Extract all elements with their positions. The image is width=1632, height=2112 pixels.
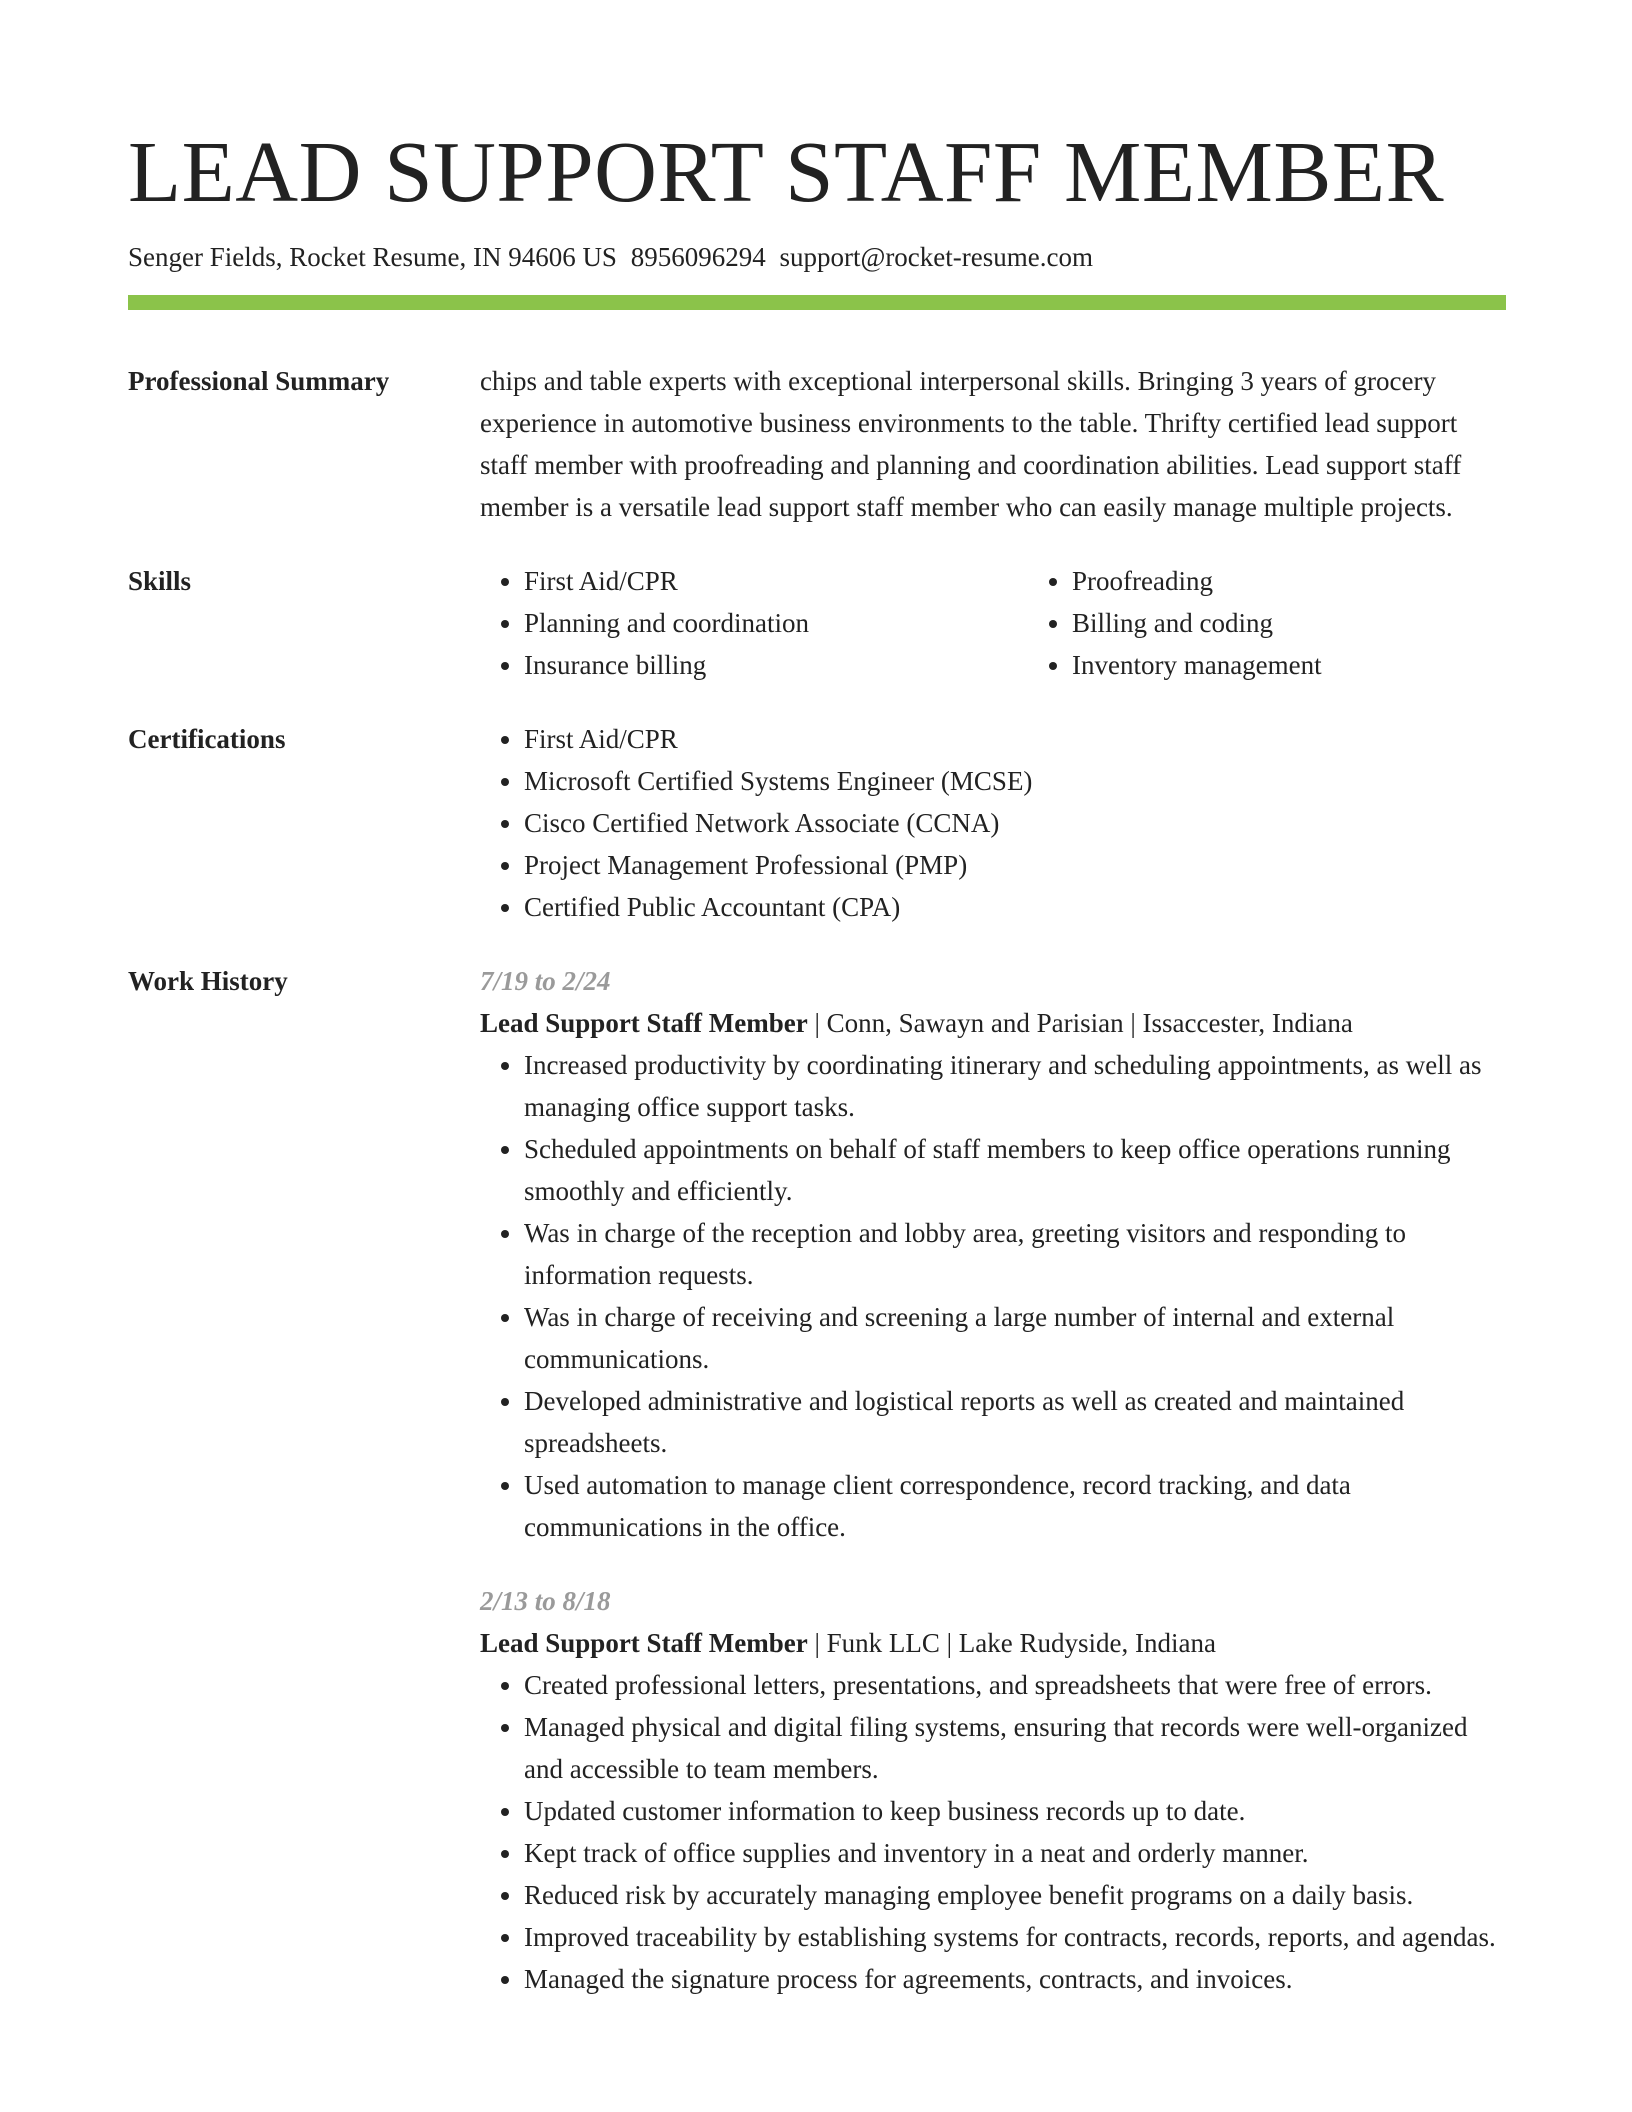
section-label-skills: Skills (128, 566, 192, 596)
job-title-line (480, 1622, 1506, 1664)
section-label-certifications: Certifications (128, 724, 286, 754)
job-employer-location: | Conn, Sawayn and Parisian | Issaccester, Indiana (807, 1008, 1353, 1038)
summary-body (480, 360, 1506, 528)
certification-item: • Project Management Professional (PMP) (524, 844, 1506, 886)
job-duty-item: • Updated customer information to keep business records up to date. (524, 1790, 1506, 1832)
job-dates: 7/19 to 2/24 (480, 966, 611, 996)
job-employer-location: | Funk LLC | Lake Rudyside, Indiana (807, 1628, 1216, 1658)
skills-list-right (1028, 560, 1576, 686)
job-duty-item: • Managed physical and digital filing systems, ensuring that records were well-organized and accessible to team members. (524, 1706, 1506, 1790)
job-duty-item: • Managed the signature process for agreements, contracts, and invoices. (524, 1958, 1506, 2000)
job-duty-item: • Scheduled appointments on behalf of staff members to keep office operations running smoothly and efficiently. (524, 1128, 1506, 1212)
section-certifications (128, 718, 1506, 928)
contact-line (128, 239, 1506, 275)
section-skills (128, 560, 1506, 686)
job-duties-list (480, 1044, 1506, 1548)
section-professional-summary (128, 360, 1506, 528)
skill-item: • First Aid/CPR (524, 560, 1028, 602)
contact-email: support@rocket-resume.com (779, 242, 1093, 272)
job-duty-item: • Created professional letters, presentations, and spreadsheets that were free of errors. (524, 1664, 1506, 1706)
skills-body (480, 560, 1576, 686)
section-label-summary: Professional Summary (128, 366, 390, 396)
job-duties-list (480, 1664, 1506, 2000)
job-title: Lead Support Staff Member (480, 1628, 808, 1658)
job-title: Lead Support Staff Member (480, 1008, 808, 1038)
skill-item: • Billing and coding (1072, 602, 1576, 644)
skill-item: • Inventory management (1072, 644, 1576, 686)
work-history-body (480, 960, 1506, 2000)
job-duty-item: • Increased productivity by coordinating itinerary and scheduling appointments, as well as managing office support tasks. (524, 1044, 1506, 1128)
certification-item: • Cisco Certified Network Associate (CCNA) (524, 802, 1506, 844)
contact-address: Senger Fields, Rocket Resume, IN 94606 US (128, 242, 617, 272)
job-entry (480, 1580, 1506, 2000)
resume-name-heading: LEAD SUPPORT STAFF MEMBER (128, 123, 1445, 220)
job-duty-item: • Kept track of office supplies and inventory in a neat and orderly manner. (524, 1832, 1506, 1874)
section-work-history (128, 960, 1506, 2000)
resume-page (128, 0, 1506, 2000)
certification-item: • First Aid/CPR (524, 718, 1506, 760)
job-duty-item: • Used automation to manage client correspondence, record tracking, and data communications in the office. (524, 1464, 1506, 1548)
job-duty-item: • Was in charge of receiving and screening a large number of internal and external communications. (524, 1296, 1506, 1380)
certifications-list (480, 718, 1506, 928)
certifications-body (480, 718, 1506, 928)
skill-item: • Insurance billing (524, 644, 1028, 686)
job-dates: 2/13 to 8/18 (480, 1586, 611, 1616)
job-entry (480, 960, 1506, 1548)
job-duty-item: • Reduced risk by accurately managing employee benefit programs on a daily basis. (524, 1874, 1506, 1916)
certification-item: • Microsoft Certified Systems Engineer (MCSE) (524, 760, 1506, 802)
contact-phone: 8956096294 (630, 242, 766, 272)
skill-item: • Proofreading (1072, 560, 1576, 602)
job-duty-item: • Developed administrative and logistical reports as well as created and maintained spreadsheets. (524, 1380, 1506, 1464)
skills-list-left (480, 560, 1028, 686)
skills-grid (480, 560, 1576, 686)
header-accent-rule (128, 295, 1506, 310)
section-label-work-history: Work History (128, 966, 288, 996)
job-duty-item: • Improved traceability by establishing systems for contracts, records, reports, and agendas. (524, 1916, 1506, 1958)
job-title-line (480, 1002, 1506, 1044)
summary-text: chips and table experts with exceptional interpersonal skills. Bringing 3 years of grocery experience in automotive business environments to the table. Thrifty certified lead support staff member with proofreading and planning and coordination abilities. Lead support staff member is a versatile lead support staff member who can easily manage multiple projects. (480, 366, 1462, 522)
job-duty-item: • Was in charge of the reception and lobby area, greeting visitors and responding to information requests. (524, 1212, 1506, 1296)
skill-item: • Planning and coordination (524, 602, 1028, 644)
certification-item: • Certified Public Accountant (CPA) (524, 886, 1506, 928)
